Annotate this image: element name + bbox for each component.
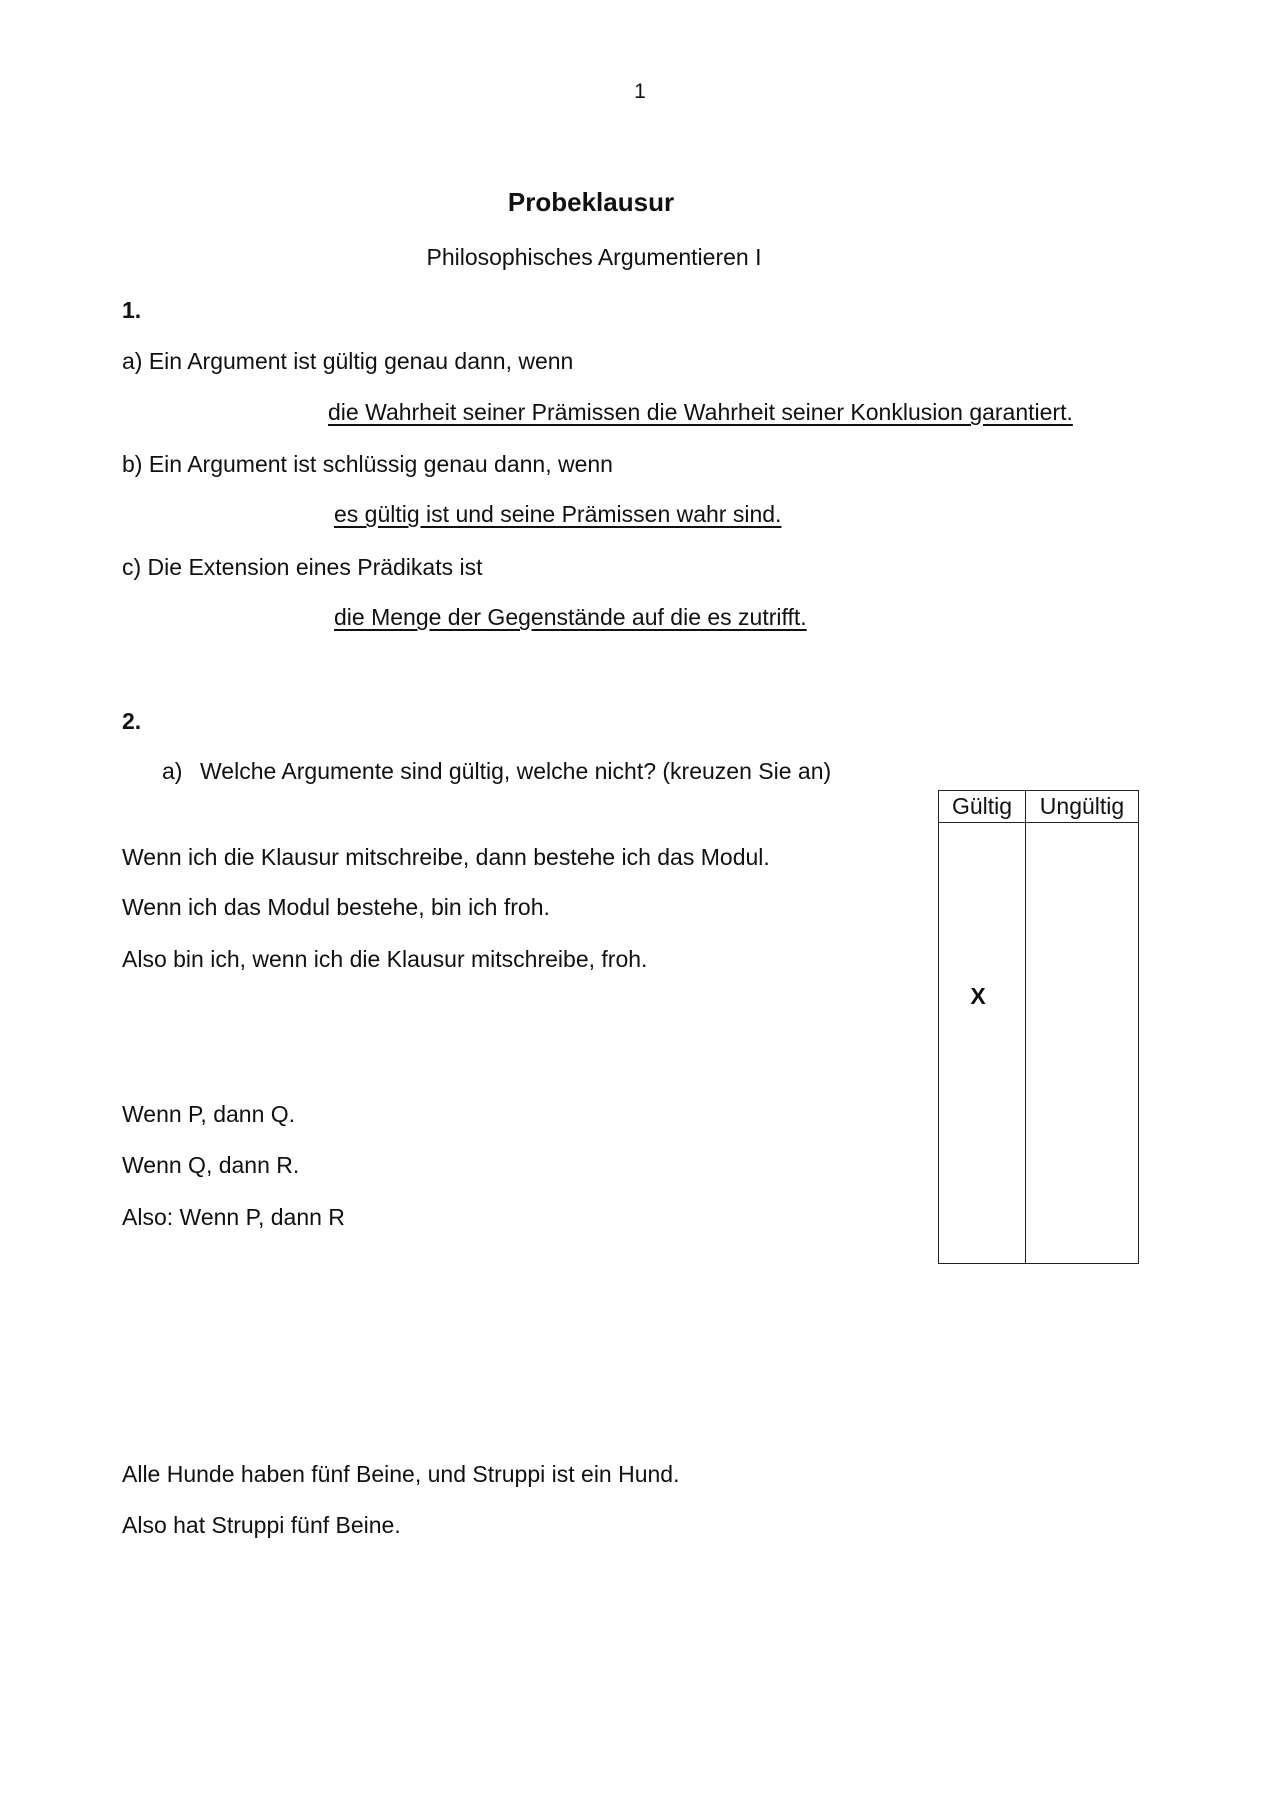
argument-1-conclusion: Also bin ich, wenn ich die Klausur mitschreibe, froh. (122, 946, 648, 972)
question-1a-answer: die Wahrheit seiner Prämissen die Wahrheit seiner Konklusion garantiert. (328, 399, 1073, 425)
header-invalid: Ungültig (1026, 791, 1139, 823)
question-1b-prompt: b) Ein Argument ist schlüssig genau dann, wenn (122, 451, 613, 477)
question-1b-answer: es gültig ist und seine Prämissen wahr sind. (334, 501, 782, 527)
header-valid: Gültig (939, 791, 1026, 823)
question-1a-prompt: a) Ein Argument ist gültig genau dann, wenn (122, 348, 574, 374)
argument-2-conclusion: Also: Wenn P, dann R (122, 1204, 345, 1230)
valid-mark: X (970, 983, 986, 1009)
question-1c-answer: die Menge der Gegenstände auf die es zutrifft. (334, 604, 807, 630)
argument-3-conclusion: Also hat Struppi fünf Beine. (122, 1512, 401, 1538)
document-subtitle: Philosophisches Argumentieren I (426, 244, 762, 270)
argument-2-premise-2: Wenn Q, dann R. (122, 1152, 300, 1178)
question-2a-label: a) (162, 758, 183, 784)
argument-1-premise-2: Wenn ich das Modul bestehe, bin ich froh. (122, 894, 550, 920)
answer-table (938, 790, 1139, 1264)
page-number: 1 (634, 80, 646, 103)
invalid-cell[interactable] (1026, 823, 1139, 1264)
section-1-number: 1. (122, 297, 142, 323)
question-2a-prompt: Welche Argumente sind gültig, welche nicht? (kreuzen Sie an) (200, 758, 832, 784)
argument-1-premise-1: Wenn ich die Klausur mitschreibe, dann bestehe ich das Modul. (122, 844, 770, 870)
argument-3-premise: Alle Hunde haben fünf Beine, und Struppi ist ein Hund. (122, 1461, 680, 1487)
valid-cell[interactable] (939, 823, 1026, 1264)
argument-2-premise-1: Wenn P, dann Q. (122, 1101, 296, 1127)
document-title: Probeklausur (507, 187, 675, 217)
section-2-number: 2. (122, 708, 142, 734)
question-1c-prompt: c) Die Extension eines Prädikats ist (122, 554, 483, 580)
